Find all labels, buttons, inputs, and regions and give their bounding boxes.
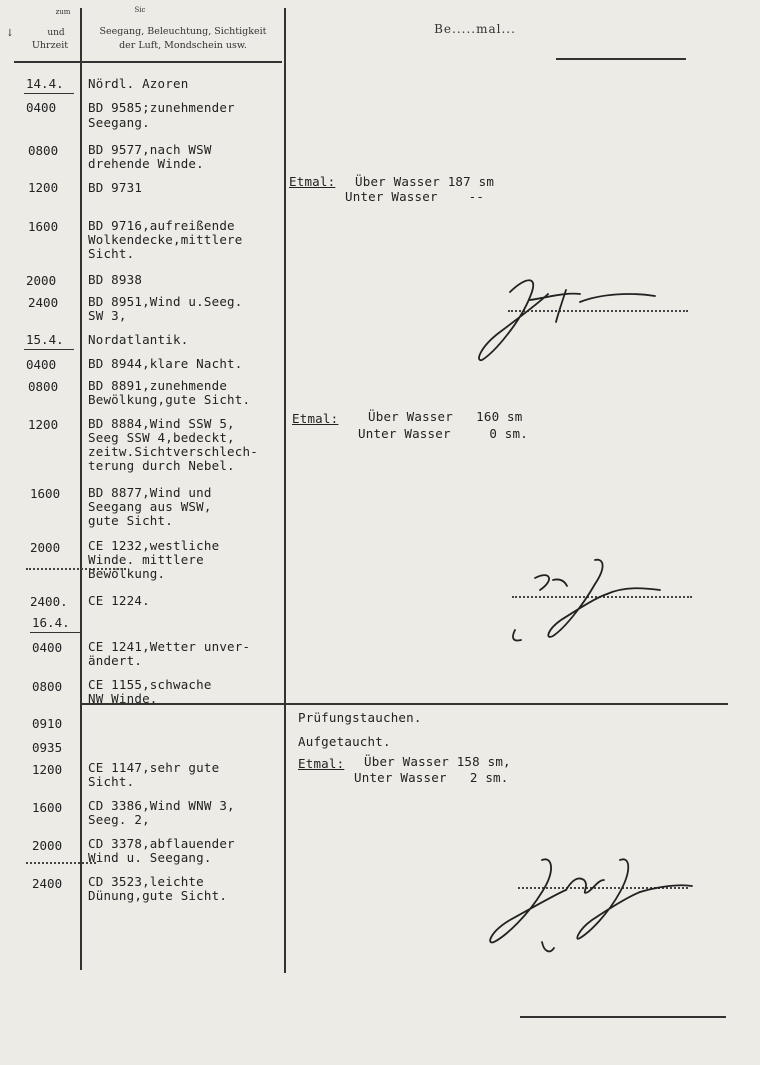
entry-time: 0800 — [28, 143, 59, 158]
entry-line: Seegang aus WSW, — [88, 499, 212, 514]
entry-time: 0800 — [32, 679, 63, 694]
entry-line: BD 9716,aufreißende — [88, 218, 235, 233]
header-col3: Be.....mal... — [434, 22, 516, 36]
location-text: Nördl. Azoren — [88, 76, 189, 91]
entry-line: BD 8938 — [88, 272, 143, 287]
entry-line: Bewölkung. — [88, 566, 166, 581]
remark-label: Etmal: — [298, 756, 345, 771]
entry-line: BD 8944,klare Nacht. — [88, 356, 243, 371]
entry-line: Bewölkung,gute Sicht. — [88, 392, 251, 407]
entry-line: zeitw.Sichtverschlech- — [88, 444, 258, 459]
remark-line: Unter Wasser 2 sm. — [354, 770, 509, 785]
entry-line: Wind u. Seegang. — [88, 850, 212, 865]
column-divider-2 — [284, 8, 286, 973]
column-divider-1 — [80, 8, 82, 970]
entry-line: CD 3523,leichte — [88, 874, 204, 889]
entry-line: Sicht. — [88, 774, 135, 789]
entry-line: Winde. mittlere — [88, 552, 204, 567]
dotted-separator — [26, 862, 96, 864]
entry-line: CE 1241,Wetter unver- — [88, 639, 251, 654]
entry-line: CE 1155,schwache — [88, 677, 212, 692]
entry-time: 0910 — [32, 716, 63, 731]
entry-time: 1200 — [28, 417, 59, 432]
entry-time: 0400 — [26, 100, 57, 115]
entry-time: 0800 — [28, 379, 59, 394]
entry-line: CE 1147,sehr gute — [88, 760, 220, 775]
entry-time: 2400 — [32, 876, 63, 891]
entry-line: gute Sicht. — [88, 513, 173, 528]
header-col1-top: zum — [55, 8, 71, 16]
entry-time: 1600 — [32, 800, 63, 815]
remark-label: Etmal: — [292, 411, 339, 426]
location-text: Nordatlantik. — [88, 332, 189, 347]
remark-line: Prüfungstauchen. — [298, 710, 422, 725]
date-underline — [24, 349, 74, 350]
date-underline — [30, 632, 80, 633]
entry-line: Seeg SSW 4,bedeckt, — [88, 430, 235, 445]
entry-line: CE 1232,westliche — [88, 538, 220, 553]
arrow-mark-icon: ↓ — [5, 28, 15, 39]
entry-line: CE 1224. — [88, 593, 150, 608]
entry-time: 0400 — [32, 640, 63, 655]
date-underline — [24, 93, 74, 94]
section-divider — [82, 703, 728, 705]
header-col1-bot: Uhrzeit — [31, 40, 69, 51]
entry-line: Dünung,gute Sicht. — [88, 888, 228, 903]
entry-line: BD 8891,zunehmende — [88, 378, 228, 393]
header-col2-line1: Seegang, Beleuchtung, Sichtigkeit — [99, 26, 267, 37]
entry-line: CD 3386,Wind WNW 3, — [88, 798, 235, 813]
entry-line: BD 9585;zunehmender — [88, 100, 235, 115]
entry-line: CD 3378,abflauender — [88, 836, 235, 851]
remark-line: Unter Wasser -- — [345, 189, 485, 204]
entry-line: terung durch Nebel. — [88, 458, 235, 473]
header-col2-line2: der Luft, Mondschein usw. — [119, 40, 247, 51]
remark-line: Über Wasser 160 sm — [368, 409, 523, 424]
date-label: 14.4. — [26, 76, 64, 91]
signature — [495, 550, 675, 650]
entry-line: BD 8877,Wind und — [88, 485, 212, 500]
signature — [480, 850, 700, 960]
header-underline-right — [556, 58, 686, 60]
remark-label: Etmal: — [289, 174, 336, 189]
dotted-separator — [26, 568, 126, 570]
signature — [470, 262, 670, 372]
entry-line: BD 8884,Wind SSW 5, — [88, 416, 235, 431]
entry-line: ändert. — [88, 653, 143, 668]
header-col1-mid: und — [47, 28, 65, 38]
entry-line: Wolkendecke,mittlere — [88, 232, 243, 247]
entry-line: SW 3, — [88, 308, 127, 323]
remark-line: Aufgetaucht. — [298, 734, 391, 749]
header-underline-left — [14, 61, 282, 63]
entry-time: 1200 — [28, 180, 59, 195]
header-col2-top: Sic — [134, 6, 146, 14]
entry-time: 2400. — [30, 594, 68, 609]
entry-time: 0935 — [32, 740, 63, 755]
entry-line: BD 9577,nach WSW — [88, 142, 212, 157]
entry-time: 1600 — [28, 219, 59, 234]
entry-time: 1600 — [30, 486, 61, 501]
remark-line: Über Wasser 187 sm — [355, 174, 495, 189]
entry-line: Seeg. 2, — [88, 812, 150, 827]
entry-time: 2000 — [26, 273, 57, 288]
entry-line: BD 8951,Wind u.Seeg. — [88, 294, 243, 309]
remark-line: Unter Wasser 0 sm. — [358, 426, 528, 441]
entry-line: BD 9731 — [88, 180, 143, 195]
entry-time: 2400 — [28, 295, 59, 310]
date-label: 15.4. — [26, 332, 64, 347]
entry-line: NW Winde. — [88, 691, 158, 706]
date-label: 16.4. — [32, 615, 70, 630]
entry-line: Sicht. — [88, 246, 135, 261]
entry-time: 2000 — [30, 540, 61, 555]
entry-time: 2000 — [32, 838, 63, 853]
entry-time: 0400 — [26, 357, 57, 372]
remark-line: Über Wasser 158 sm, — [364, 754, 511, 769]
bottom-line — [520, 1016, 726, 1018]
entry-line: Seegang. — [88, 115, 150, 130]
entry-line: drehende Winde. — [88, 156, 204, 171]
entry-time: 1200 — [32, 762, 63, 777]
